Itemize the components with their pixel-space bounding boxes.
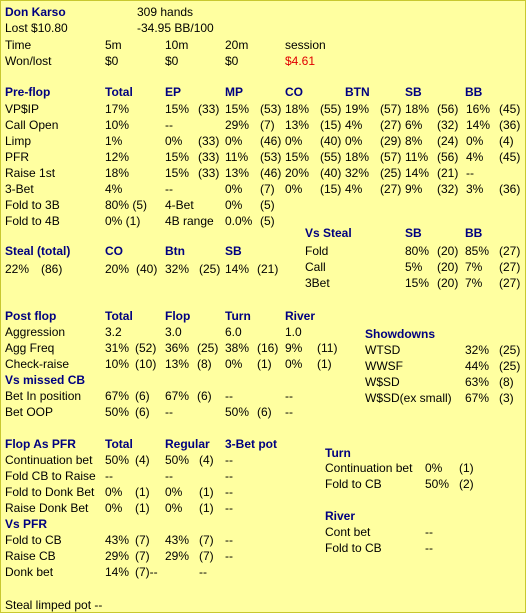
- flop-pfr-value: (1): [135, 501, 150, 515]
- steal-header: Btn: [165, 244, 185, 258]
- steal-value: (21): [257, 262, 279, 276]
- vs-pfr-value: (7): [135, 533, 150, 547]
- flop-pfr-header: Total: [105, 437, 133, 451]
- postflop-value: 13%: [165, 357, 190, 371]
- bb-per-100: -34.95 BB/100: [137, 21, 214, 35]
- river-value: --: [425, 541, 433, 555]
- preflop-value: 13%: [225, 166, 250, 180]
- postflop-value: 38%: [225, 341, 250, 355]
- vs-steal-label: Call: [305, 260, 326, 274]
- preflop-title: Pre-flop: [5, 85, 51, 99]
- postflop-header: Turn: [225, 309, 251, 323]
- preflop-value: (56): [437, 102, 459, 116]
- flop-pfr-value: 50%: [165, 453, 190, 467]
- vs-steal-value: (27): [499, 276, 521, 290]
- steal-value: 20%: [105, 262, 130, 276]
- preflop-value: 20%: [285, 166, 310, 180]
- preflop-row-label: Fold to 4B: [5, 214, 60, 228]
- vs-pfr-value: --: [225, 533, 233, 547]
- vs-pfr-value: 43%: [105, 533, 130, 547]
- flop-pfr-value: 0%: [105, 485, 123, 499]
- preflop-value: (46): [260, 166, 282, 180]
- vs-pfr-value: 29%: [165, 549, 190, 563]
- postflop-value: (1): [257, 357, 272, 371]
- preflop-row-label: Call Open: [5, 118, 59, 132]
- vs-pfr-value: 43%: [165, 533, 190, 547]
- preflop-value: (33): [198, 150, 220, 164]
- preflop-row-label: 3-Bet: [5, 182, 34, 196]
- missed-cb-value: 50%: [105, 405, 130, 419]
- postflop-value: (25): [197, 341, 219, 355]
- preflop-value: 4%: [345, 118, 363, 132]
- vs-pfr-label: Fold to CB: [5, 533, 62, 547]
- preflop-value: (15): [320, 182, 342, 196]
- postflop-label: Agg Freq: [5, 341, 55, 355]
- preflop-value: (56): [437, 150, 459, 164]
- postflop-value: 10%: [105, 357, 130, 371]
- flop-pfr-header: Regular: [165, 437, 210, 451]
- preflop-value: 11%: [225, 150, 249, 164]
- flop-pfr-value: --: [105, 469, 113, 483]
- vs-steal-value: 80%: [405, 244, 430, 258]
- preflop-value: (27): [380, 118, 402, 132]
- vs-steal-value: (20): [437, 244, 459, 258]
- flop-pfr-value: --: [225, 485, 233, 499]
- flop-pfr-value: 0%: [165, 501, 183, 515]
- preflop-value: (24): [437, 134, 459, 148]
- river-title: River: [325, 509, 356, 523]
- showdown-value: 44%: [465, 359, 490, 373]
- preflop-value: 4%: [466, 150, 484, 164]
- flop-pfr-label: Fold CB to Raise: [5, 469, 96, 483]
- flop-pfr-value: (1): [199, 501, 214, 515]
- preflop-value: 15%: [165, 102, 190, 116]
- preflop-value: 10%: [105, 118, 130, 132]
- preflop-value: --: [165, 118, 173, 132]
- postflop-value: (10): [135, 357, 157, 371]
- steal-value: (86): [41, 262, 63, 276]
- postflop-value: 0%: [225, 357, 243, 371]
- wonlost-value: $4.61: [285, 54, 316, 68]
- preflop-value: (33): [198, 166, 220, 180]
- preflop-value: 4-Bet: [165, 198, 194, 212]
- preflop-value: 8%: [405, 134, 423, 148]
- preflop-value: 6%: [405, 118, 423, 132]
- preflop-value: 3%: [466, 182, 484, 196]
- preflop-value: 18%: [105, 166, 130, 180]
- showdown-value: (25): [499, 343, 521, 357]
- lost-amount: Lost $10.80: [5, 21, 68, 35]
- postflop-value: (52): [135, 341, 157, 355]
- vs-pfr-value: 29%: [105, 549, 130, 563]
- vs-steal-value: 85%: [465, 244, 490, 258]
- missed-cb-value: --: [285, 389, 293, 403]
- postflop-value: (8): [197, 357, 212, 371]
- preflop-col-header: CO: [285, 85, 303, 99]
- postflop-header: Total: [105, 309, 133, 323]
- steal-limped-pot: Steal limped pot --: [5, 598, 103, 612]
- preflop-row-label: VP$IP: [5, 102, 40, 116]
- turn-value: 50%: [425, 477, 450, 491]
- vs-pfr-value: (7): [199, 549, 214, 563]
- turn-title: Turn: [325, 446, 351, 460]
- vs-steal-header: BB: [465, 226, 483, 240]
- preflop-value: 13%: [285, 118, 310, 132]
- vs-steal-value: (27): [499, 244, 521, 258]
- flop-pfr-value: --: [225, 501, 233, 515]
- turn-label: Continuation bet: [325, 461, 413, 475]
- missed-cb-label: Bet In position: [5, 389, 82, 403]
- flop-pfr-value: (1): [199, 485, 214, 499]
- vs-steal-value: 5%: [405, 260, 423, 274]
- time-col-header: session: [285, 38, 326, 52]
- flop-pfr-header: Flop As PFR: [5, 437, 76, 451]
- time-col-header: 20m: [225, 38, 249, 52]
- preflop-row-label: PFR: [5, 150, 29, 164]
- preflop-value: 0.0%: [225, 214, 253, 228]
- preflop-value: (53): [260, 150, 282, 164]
- flop-pfr-value: --: [225, 469, 233, 483]
- preflop-value: (25): [380, 166, 402, 180]
- preflop-value: 14%: [466, 118, 491, 132]
- steal-header: SB: [225, 244, 242, 258]
- preflop-value: 11%: [405, 150, 429, 164]
- preflop-value: 4B range: [165, 214, 214, 228]
- preflop-value: 14%: [405, 166, 430, 180]
- preflop-value: (5): [260, 214, 275, 228]
- player-name: Don Karso: [5, 5, 66, 19]
- preflop-col-header: BTN: [345, 85, 370, 99]
- missed-cb-label: Bet OOP: [5, 405, 54, 419]
- steal-header: CO: [105, 244, 123, 258]
- preflop-value: 0%: [225, 182, 243, 196]
- preflop-value: 4%: [105, 182, 123, 196]
- preflop-value: 0%: [285, 182, 303, 196]
- postflop-value: 31%: [105, 341, 130, 355]
- flop-pfr-value: 0%: [105, 501, 123, 515]
- steal-value: 32%: [165, 262, 190, 276]
- preflop-value: (36): [499, 182, 521, 196]
- postflop-value: 3.2: [105, 325, 122, 339]
- preflop-value: 80% (5): [105, 198, 148, 212]
- postflop-value: 6.0: [225, 325, 242, 339]
- preflop-value: (29): [380, 134, 402, 148]
- preflop-value: 4%: [345, 182, 363, 196]
- vs-pfr-value: (7)--: [135, 565, 158, 579]
- preflop-value: 0%: [225, 134, 243, 148]
- vs-pfr-title: Vs PFR: [5, 517, 48, 531]
- vs-pfr-label: Raise CB: [5, 549, 56, 563]
- postflop-value: (1): [317, 357, 332, 371]
- preflop-value: 1%: [105, 134, 123, 148]
- preflop-value: 15%: [225, 102, 250, 116]
- preflop-value: (32): [437, 118, 459, 132]
- wonlost-label: Won/lost: [5, 54, 52, 68]
- showdown-value: 32%: [465, 343, 490, 357]
- preflop-value: (46): [260, 134, 282, 148]
- postflop-header: Flop: [165, 309, 191, 323]
- steal-value: 22%: [5, 262, 30, 276]
- steal-value: (25): [199, 262, 221, 276]
- flop-pfr-value: (1): [135, 485, 150, 499]
- preflop-value: 18%: [405, 102, 430, 116]
- hand-count: 309 hands: [137, 5, 194, 19]
- preflop-value: 19%: [345, 102, 370, 116]
- preflop-value: (53): [260, 102, 282, 116]
- showdown-value: 67%: [465, 391, 490, 405]
- preflop-value: (55): [320, 102, 342, 116]
- flop-pfr-label: Continuation bet: [5, 453, 93, 467]
- preflop-value: (21): [437, 166, 459, 180]
- turn-value: 0%: [425, 461, 443, 475]
- preflop-col-header: SB: [405, 85, 422, 99]
- vs-pfr-value: --: [225, 549, 233, 563]
- preflop-value: 15%: [165, 150, 190, 164]
- time-col-header: 5m: [105, 38, 122, 52]
- flop-pfr-value: 50%: [105, 453, 130, 467]
- preflop-value: (27): [380, 182, 402, 196]
- preflop-value: (4): [499, 134, 514, 148]
- preflop-value: (57): [380, 102, 402, 116]
- preflop-value: (40): [320, 134, 342, 148]
- steal-value: 14%: [225, 262, 250, 276]
- vs-missed-cb-title: Vs missed CB: [5, 373, 86, 387]
- postflop-value: (16): [257, 341, 279, 355]
- preflop-value: (7): [260, 118, 275, 132]
- showdowns-title: Showdowns: [365, 327, 435, 341]
- preflop-col-header: EP: [165, 85, 182, 99]
- preflop-row-label: Limp: [5, 134, 32, 148]
- postflop-label: Aggression: [5, 325, 66, 339]
- vs-pfr-value: (7): [135, 549, 150, 563]
- preflop-value: (55): [320, 150, 342, 164]
- preflop-value: (33): [198, 134, 220, 148]
- postflop-header: Post flop: [5, 309, 57, 323]
- preflop-value: 32%: [345, 166, 370, 180]
- wonlost-value: $0: [105, 54, 119, 68]
- vs-steal-value: (20): [437, 260, 459, 274]
- preflop-value: 15%: [285, 150, 310, 164]
- turn-value: (2): [459, 477, 474, 491]
- preflop-value: 9%: [405, 182, 423, 196]
- missed-cb-value: 67%: [105, 389, 130, 403]
- postflop-value: (11): [317, 341, 338, 355]
- postflop-header: River: [285, 309, 316, 323]
- missed-cb-value: (6): [257, 405, 272, 419]
- flop-pfr-value: --: [225, 453, 233, 467]
- postflop-value: 0%: [285, 357, 303, 371]
- preflop-value: 0%: [225, 198, 243, 212]
- showdown-value: 63%: [465, 375, 490, 389]
- vs-pfr-value: (7): [199, 533, 214, 547]
- preflop-col-header: Total: [105, 85, 133, 99]
- wonlost-value: $0: [165, 54, 179, 68]
- preflop-value: 0%: [285, 134, 303, 148]
- postflop-value: 9%: [285, 341, 303, 355]
- vs-steal-value: (20): [437, 276, 459, 290]
- preflop-value: (45): [499, 150, 521, 164]
- time-col-header: Time: [5, 38, 32, 52]
- showdown-label: W$SD: [365, 375, 400, 389]
- preflop-value: (36): [499, 118, 521, 132]
- missed-cb-value: --: [285, 405, 293, 419]
- postflop-label: Check-raise: [5, 357, 70, 371]
- preflop-value: 16%: [466, 102, 491, 116]
- missed-cb-value: (6): [135, 389, 150, 403]
- preflop-value: 18%: [345, 150, 370, 164]
- preflop-value: 12%: [105, 150, 130, 164]
- vs-pfr-value: 14%: [105, 565, 130, 579]
- missed-cb-value: --: [165, 405, 173, 419]
- missed-cb-value: --: [225, 389, 233, 403]
- preflop-value: 0% (1): [105, 214, 141, 228]
- preflop-row-label: Raise 1st: [5, 166, 56, 180]
- flop-pfr-value: (4): [199, 453, 214, 467]
- missed-cb-value: (6): [135, 405, 150, 419]
- preflop-value: (15): [320, 118, 342, 132]
- flop-pfr-label: Fold to Donk Bet: [5, 485, 95, 499]
- flop-pfr-label: Raise Donk Bet: [5, 501, 89, 515]
- preflop-value: (33): [198, 102, 220, 116]
- vs-steal-value: 15%: [405, 276, 430, 290]
- river-label: Fold to CB: [325, 541, 382, 555]
- river-value: --: [425, 525, 433, 539]
- flop-pfr-value: 0%: [165, 485, 183, 499]
- vs-steal-label: 3Bet: [305, 276, 330, 290]
- preflop-value: 29%: [225, 118, 250, 132]
- turn-label: Fold to CB: [325, 477, 382, 491]
- vs-pfr-value: --: [199, 565, 207, 579]
- showdown-label: WTSD: [365, 343, 401, 357]
- preflop-value: 18%: [285, 102, 310, 116]
- preflop-value: 15%: [165, 166, 190, 180]
- preflop-value: (7): [260, 182, 275, 196]
- vs-steal-header: Vs Steal: [305, 226, 352, 240]
- missed-cb-value: 67%: [165, 389, 190, 403]
- showdown-value: (25): [499, 359, 521, 373]
- showdown-value: (3): [499, 391, 514, 405]
- postflop-value: 1.0: [285, 325, 302, 339]
- postflop-value: 3.0: [165, 325, 182, 339]
- preflop-value: (40): [320, 166, 342, 180]
- flop-pfr-value: (4): [135, 453, 150, 467]
- preflop-value: (45): [499, 102, 521, 116]
- preflop-value: 17%: [105, 102, 130, 116]
- vs-steal-value: 7%: [465, 260, 483, 274]
- preflop-value: --: [466, 166, 474, 180]
- vs-pfr-label: Donk bet: [5, 565, 54, 579]
- preflop-value: --: [165, 182, 173, 196]
- preflop-value: 0%: [165, 134, 183, 148]
- flop-pfr-value: --: [165, 469, 173, 483]
- steal-header: Steal (total): [5, 244, 71, 258]
- preflop-value: (5): [260, 198, 275, 212]
- time-col-header: 10m: [165, 38, 189, 52]
- preflop-col-header: BB: [465, 85, 483, 99]
- wonlost-value: $0: [225, 54, 239, 68]
- turn-value: (1): [459, 461, 474, 475]
- vs-steal-header: SB: [405, 226, 422, 240]
- postflop-value: 36%: [165, 341, 190, 355]
- missed-cb-value: (6): [197, 389, 212, 403]
- preflop-value: (32): [437, 182, 459, 196]
- showdown-value: (8): [499, 375, 514, 389]
- preflop-row-label: Fold to 3B: [5, 198, 60, 212]
- vs-steal-value: (27): [499, 260, 521, 274]
- river-label: Cont bet: [325, 525, 371, 539]
- flop-pfr-header: 3-Bet pot: [225, 437, 277, 451]
- preflop-value: 0%: [345, 134, 363, 148]
- missed-cb-value: 50%: [225, 405, 250, 419]
- showdown-label: W$SD(ex small): [365, 391, 452, 405]
- showdown-label: WWSF: [365, 359, 403, 373]
- preflop-value: (57): [380, 150, 402, 164]
- preflop-col-header: MP: [225, 85, 243, 99]
- steal-value: (40): [136, 262, 158, 276]
- preflop-value: 0%: [466, 134, 484, 148]
- vs-steal-value: 7%: [465, 276, 483, 290]
- vs-steal-label: Fold: [305, 244, 329, 258]
